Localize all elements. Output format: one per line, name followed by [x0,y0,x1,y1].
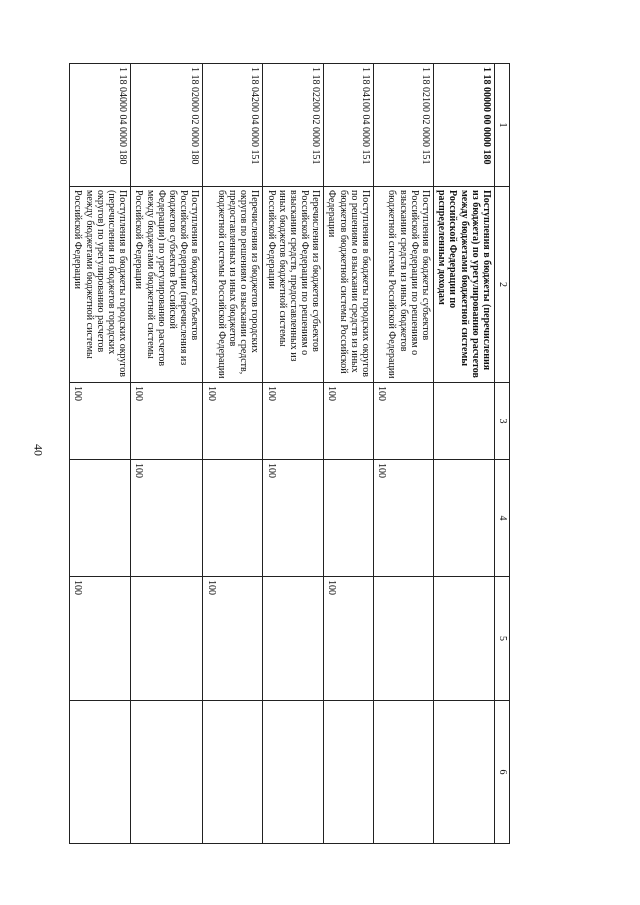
value-cell [434,460,495,577]
value-cell [374,701,434,844]
value-cell: 100 [324,383,374,460]
table-row [263,64,324,844]
value-cell: 100 [203,383,263,460]
page-number: 40 [31,444,46,456]
column-header: 2 [495,187,510,383]
value-cell [374,577,434,701]
revenue-name-cell: Поступления в бюджеты (перечисления из бюджета) по урегулированию расчетов между бюджетами бюджетной системы Российской Федерации по распределенным доходам [434,187,495,383]
value-cell: 100 [131,460,203,577]
value-cell [434,701,495,844]
table-row [324,64,374,844]
revenue-name-cell: Перечисления из бюджетов городских округов по решениям о взыскании средств, предоставленных из иных бюджетов бюджетной системы Российской Федерации [203,187,263,383]
value-cell [203,460,263,577]
budget-code-cell: 1 18 00000 00 0000 180 [434,64,495,187]
table-row [70,64,131,844]
value-cell [263,701,324,844]
value-cell: 100 [131,383,203,460]
revenue-name-cell: Поступления в бюджеты субъектов Российской Федерации по решениям о взыскании средств из иных бюджетов бюджетной системы Российской Федерации [374,187,434,383]
value-cell [324,701,374,844]
budget-code-cell: 1 18 04200 04 0000 151 [203,64,263,187]
value-cell: 100 [70,383,131,460]
revenue-name-cell: Поступления в бюджеты городских округов по решениям о взыскании средств из иных бюджетов бюджетной системы Российской Федерации [324,187,374,383]
table-row [434,64,495,844]
value-cell [203,701,263,844]
value-cell: 100 [203,577,263,701]
budget-code-cell: 1 18 02100 02 0000 151 [374,64,434,187]
revenue-name-cell: Поступления в бюджеты субъектов Российской Федерации (перечисления из бюджетов субъектов Российской Федерации) по урегулированию расчетов между бюджетами бюджетной системы Российской Федерации [131,187,203,383]
table-row [203,64,263,844]
value-cell: 100 [374,460,434,577]
budget-code-cell: 1 18 04000 04 0000 180 [70,64,131,187]
value-cell [434,383,495,460]
revenue-name-cell: Поступления в бюджеты городских округов (перечисления из бюджетов городских округов) по урегулированию расчетов между бюджетами бюджетной системы Российской Федерации [70,187,131,383]
value-cell [70,701,131,844]
header-row [495,64,510,844]
value-cell [131,577,203,701]
table-row [131,64,203,844]
value-cell: 100 [374,383,434,460]
value-cell: 100 [263,460,324,577]
column-header: 5 [495,577,510,701]
column-header: 6 [495,701,510,844]
budget-code-cell: 1 18 04100 04 0000 151 [324,64,374,187]
value-cell: 100 [324,577,374,701]
revenue-distribution-table [69,63,510,844]
value-cell: 100 [70,577,131,701]
budget-code-cell: 1 18 02000 02 0000 180 [131,64,203,187]
value-cell: 100 [263,383,324,460]
value-cell [70,460,131,577]
column-header: 1 [495,64,510,187]
budget-code-cell: 1 18 02200 02 0000 151 [263,64,324,187]
value-cell [263,577,324,701]
revenue-name-cell: Перечисления из бюджетов субъектов Российской Федерации по решениям о взыскании средств, предоставленных из иных бюджетов бюджетной системы Российской Федерации [263,187,324,383]
table-row [374,64,434,844]
column-header: 4 [495,460,510,577]
value-cell [434,577,495,701]
column-header: 3 [495,383,510,460]
value-cell [324,460,374,577]
value-cell [131,701,203,844]
